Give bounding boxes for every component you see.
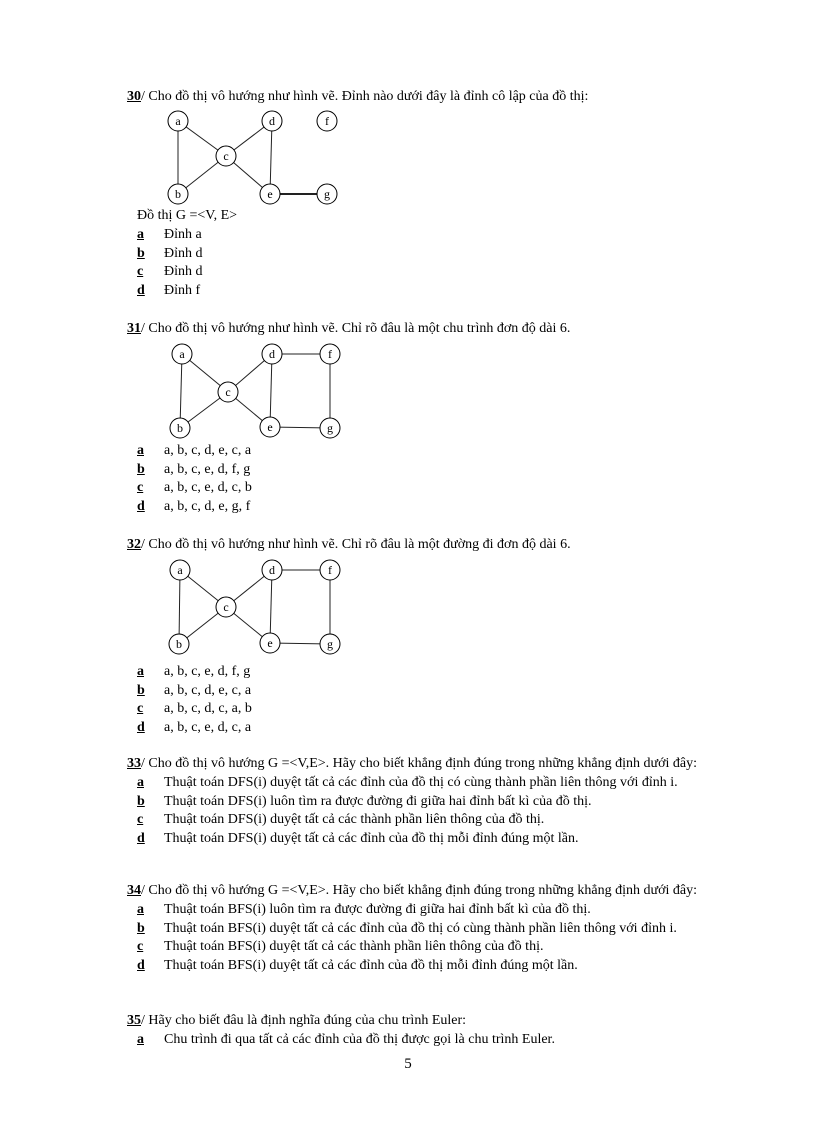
option-letter: a [137,227,144,242]
option-letter: d [137,957,145,973]
option-d[interactable] [127,957,727,976]
node-a [172,344,192,364]
edge-d-e [270,570,272,643]
svg-text:d: d [269,114,275,128]
option-c[interactable] [127,700,727,719]
option-letter: b [137,245,145,261]
option-text: a, b, c, d, e, g, f [164,498,251,514]
option-d[interactable] [127,498,727,517]
edge-d-e [270,121,272,194]
option-letter: d [137,282,145,298]
option-b[interactable] [127,461,727,480]
svg-text:a: a [177,563,183,577]
node-e [260,633,280,653]
svg-text:e: e [267,636,273,650]
svg-text:a: a [175,114,181,128]
option-text: Đỉnh d [164,264,203,279]
option-letter: b [137,682,145,698]
edge-a-b [180,354,182,428]
option-letter: b [137,920,145,936]
question-number: 31 [127,321,141,336]
option-d[interactable] [127,719,727,738]
graph-edges [178,121,327,194]
node-d [262,560,282,580]
question-31-options [127,442,727,516]
question-32-options [127,663,727,737]
question-prompt: / Cho đồ thị vô hướng như hình vẽ. Chỉ rõ đâu là một đường đi đơn độ dài 6. [141,537,571,552]
question-prompt: / Cho đồ thị vô hướng như hình vẽ. Đỉnh nào dưới đây là đỉnh cô lập của đồ thị: [141,89,589,104]
option-text: Thuật toán BFS(i) duyệt tất cả các đỉnh của đồ thị có cùng thành phần liên thông với đỉnh i. [164,920,677,936]
option-a[interactable] [127,901,727,920]
option-text: Thuật toán BFS(i) duyệt tất cả các thành phần liên thông của đồ thị. [164,939,544,954]
svg-text:g: g [324,187,330,201]
node-f [320,560,340,580]
question-prompt: / Hãy cho biết đâu là định nghĩa đúng của chu trình Euler: [141,1013,467,1028]
question-31-title [127,320,727,338]
svg-text:b: b [177,421,183,435]
question-35-options [127,1031,727,1050]
graph-edges [180,354,330,428]
option-letter: a [137,443,144,458]
question-33-options [127,774,727,848]
svg-text:e: e [267,420,273,434]
option-text: a, b, c, e, d, f, g [164,461,251,477]
option-letter: c [137,480,144,495]
option-letter: c [137,812,144,827]
question-30 [127,88,727,106]
option-letter: a [137,775,144,790]
option-text: Thuật toán BFS(i) duyệt tất cả các đỉnh của đồ thị mỗi đỉnh đúng một lần. [164,957,578,973]
option-d[interactable] [127,282,727,301]
question-34 [127,882,727,975]
option-a[interactable] [127,774,727,793]
option-letter: c [137,701,144,716]
option-a[interactable] [127,1031,727,1050]
svg-text:b: b [175,187,181,201]
option-text: Chu trình đi qua tất cả các đỉnh của đồ thị được gọi là chu trình Euler. [164,1032,555,1047]
option-letter: d [137,830,145,846]
option-letter: a [137,1032,144,1047]
node-b [169,634,189,654]
node-a [168,111,188,131]
option-b[interactable] [127,682,727,701]
question-31 [127,320,727,338]
node-e [260,417,280,437]
option-letter: a [137,664,144,679]
question-30-title [127,88,727,106]
svg-text:c: c [223,600,229,614]
node-g [320,418,340,438]
question-prompt: / Cho đồ thị vô hướng G =<V,E>. Hãy cho biết khẳng định đúng trong những khẳng định dưới đây: [141,756,698,771]
option-c[interactable] [127,938,727,957]
node-e [260,184,280,204]
question-32-title [127,536,727,554]
option-text: Thuật toán BFS(i) luôn tìm ra được đường đi giữa hai đỉnh bất kì của đồ thị. [164,902,591,917]
option-b[interactable] [127,920,727,939]
svg-text:f: f [328,347,332,361]
option-c[interactable] [127,263,727,282]
option-text: a, b, c, e, d, c, a [164,719,252,735]
question-33-title [127,755,722,773]
question-34-title [127,882,722,900]
option-a[interactable] [127,226,727,245]
option-b[interactable] [127,245,727,264]
question-30-options [127,226,727,300]
option-text: Đỉnh a [164,227,202,242]
node-d [262,111,282,131]
edge-a-b [179,570,180,644]
node-g [317,184,337,204]
question-34-options [127,901,727,975]
option-c[interactable] [127,811,727,830]
option-text: Thuật toán DFS(i) duyệt tất cả các đỉnh của đồ thị mỗi đỉnh đúng một lần. [164,830,579,846]
node-f [320,344,340,364]
option-letter: a [137,902,144,917]
option-letter: d [137,719,145,735]
page-number: 5 [404,1056,412,1072]
svg-text:f: f [328,563,332,577]
graph-edges [179,570,330,644]
node-b [168,184,188,204]
node-a [170,560,190,580]
svg-text:a: a [179,347,185,361]
question-prompt: / Cho đồ thị vô hướng G =<V,E>. Hãy cho biết khẳng định đúng trong những khẳng định dưới đây: [141,883,698,898]
svg-text:b: b [176,637,182,651]
svg-text:c: c [223,149,229,163]
svg-text:c: c [225,385,231,399]
graph-q31 [160,338,350,442]
option-text: Thuật toán DFS(i) duyệt tất cả các thành phần liên thông của đồ thị. [164,812,545,827]
option-text: a, b, c, d, e, c, a [164,682,252,698]
option-text: a, b, c, d, e, c, a [164,443,252,458]
svg-text:d: d [269,347,275,361]
option-text: a, b, c, e, d, c, b [164,480,252,495]
option-letter: d [137,498,145,514]
option-text: a, b, c, d, c, a, b [164,701,252,716]
edge-d-e [270,354,272,427]
graph-q32 [160,554,350,658]
option-text: Đỉnh d [164,245,203,261]
option-text: Đỉnh f [164,282,201,298]
option-letter: c [137,264,144,279]
node-f [317,111,337,131]
option-text: Thuật toán DFS(i) luôn tìm ra được đường đi giữa hai đỉnh bất kì của đồ thị. [164,793,592,809]
option-d[interactable] [127,830,727,849]
question-number: 34 [127,883,141,898]
node-c [216,146,236,166]
question-35-title [127,1012,727,1030]
svg-text:g: g [327,421,333,435]
option-b[interactable] [127,793,727,812]
graph-caption: Đồ thị G =<V, E> [137,208,238,223]
question-number: 32 [127,537,141,552]
node-c [216,597,236,617]
question-prompt: / Cho đồ thị vô hướng như hình vẽ. Chỉ rõ đâu là một chu trình đơn độ dài 6. [141,321,571,336]
question-number: 33 [127,756,141,771]
option-letter: b [137,461,145,477]
question-35 [127,1012,727,1050]
question-33 [127,755,727,848]
option-a[interactable] [127,663,727,682]
option-letter: b [137,793,145,809]
option-text: Thuật toán DFS(i) duyệt tất cả các đỉnh của đồ thị có cùng thành phần liên thông với đỉnh i. [164,775,678,790]
option-text: a, b, c, e, d, f, g [164,664,251,679]
question-number: 35 [127,1013,141,1028]
option-a[interactable] [127,442,727,461]
svg-text:f: f [325,114,329,128]
question-number: 30 [127,89,141,104]
node-b [170,418,190,438]
question-32 [127,536,727,554]
graph-q30 [160,106,350,208]
node-d [262,344,282,364]
option-letter: c [137,939,144,954]
svg-text:g: g [327,637,333,651]
svg-text:e: e [267,187,273,201]
svg-text:d: d [269,563,275,577]
option-c[interactable] [127,479,727,498]
node-g [320,634,340,654]
node-c [218,382,238,402]
